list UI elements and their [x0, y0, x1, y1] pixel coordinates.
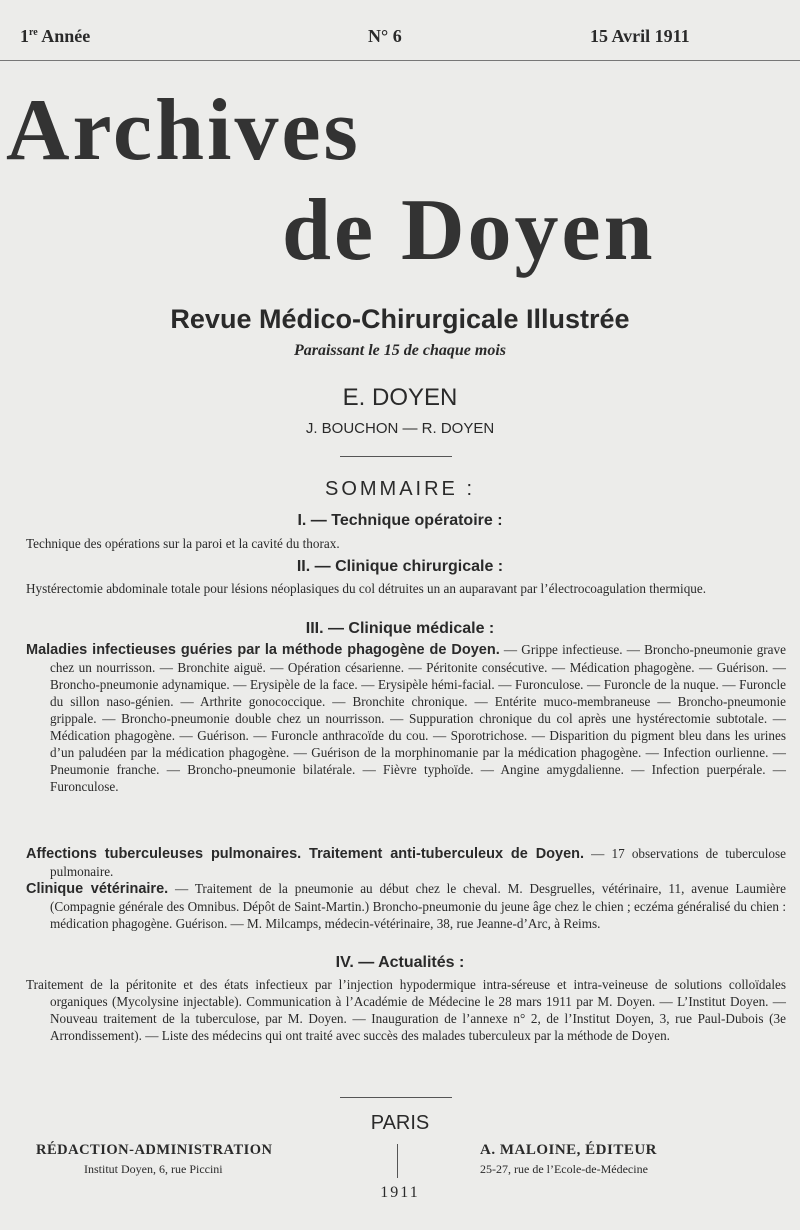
- item-text: — Traitement de la pneumonie au début chez le cheval. M. Desgruelles, vétérinaire, 11, avenue Laumière (Compagnie générale des Omnibus. Dépôt de Saint-Martin.) Broncho-pneumonie du jeune âge chez le chien ; eczéma généralisé du chien : médication phagogène. Guérison. — M. Milcamps, médecin-vétérinaire, 38, rue Jeanne-d’Arc, à Reims.: [50, 881, 787, 931]
- subtitle: Revue Médico-Chirurgicale Illustrée: [170, 304, 630, 334]
- item-lead: Clinique vétérinaire.: [26, 881, 169, 897]
- item-text: — 17 observations de tuberculose pulmonaire.: [50, 846, 786, 879]
- publication-year: 1911: [380, 1184, 420, 1201]
- section-text-1: Technique des opérations sur la paroi et la cavité du thorax.: [26, 536, 340, 551]
- tuberculose-item: [26, 845, 786, 880]
- title-line-2: de Doyen: [282, 182, 656, 279]
- redaction-title: RÉDACTION-ADMINISTRATION: [36, 1142, 273, 1158]
- section-heading-2: II. — Clinique chirurgicale :: [296, 558, 504, 575]
- sommaire-heading: SOMMAIRE :: [324, 478, 475, 500]
- year-label: 1re Année: [20, 26, 91, 46]
- header-rule: [0, 60, 800, 61]
- city: PARIS: [370, 1112, 430, 1134]
- section-text-4: Traitement de la péritonite et des états infectieux par l’injection hypodermique intra-séreuse et intra-veineuse de solutions colloïdales organiques (Mycolysine injectable). Communication à l’Académie de Médecine le 28 mars 1911 par M. Doyen. — L’Institut Doyen. — Nouveau traitement de la tuberculose, par M. Doyen. — Inauguration de l’annexe n° 2, de l’Institut Doyen, 3, rue Paul-Dubois (3e Arrondissement). — Liste des médecins qui ont traité avec succès des malades tuberculeux par la méthode de Doyen.: [26, 977, 786, 1043]
- tagline: Paraissant le 15 de chaque mois: [293, 342, 506, 359]
- redaction-address: Institut Doyen, 6, rue Piccini: [84, 1162, 223, 1176]
- veterinaire-item: [26, 880, 786, 932]
- item-lead: Affections tuberculeuses pulmonaires. Traitement anti-tuberculeux de Doyen.: [26, 846, 585, 862]
- publisher-title: A. MALOINE, ÉDITEUR: [480, 1142, 658, 1158]
- item-lead: Maladies infectieuses guéries par la méthode phagogène de Doyen.: [26, 642, 500, 658]
- issue-number: N° 6: [368, 26, 402, 46]
- clinique-medicale-item: [26, 641, 786, 795]
- footer-rule: [340, 1097, 452, 1098]
- section-text-2: Hystérectomie abdominale totale pour lésions néoplasiques du col détruites un an auparavant par l’électrocoagulation thermique.: [26, 581, 707, 596]
- item-text: — Grippe infectieuse. — Broncho-pneumonie grave chez un nourrisson. — Bronchite aiguë. — Opération césarienne. — Péritonite consécutive. — Médication phagogène. — Guérison. — Broncho-pneumonie adynamique. — Erysipèle de la face. — Erysipèle hémi-facial. — Furonculose. — Furoncle de la nuque. — Furoncle du sillon naso-génien. — Arthrite gonococcique. — Bronchite chronique. — Entérite muco-membraneuse — Broncho-pneumonie grippale. — Broncho-pneumonie double chez un nourrisson. — Suppuration chronique du col après une hystérectomie subtotale. — Médication phagogène. — Guérison. — Furoncle anthracoïde du cou. — Sporotrichose. — Disparition du pigment bleu dans les urines d’un paludéen par la médication phagogène. — Guérison de la morphinomanie par la médication phagogène. — Infection ourlienne. — Pneumonie franche. — Broncho-pneumonie bilatérale. — Fièvre typhoïde. — Angine amygdalienne. — Infection puerpérale. — Furonculose.: [50, 642, 786, 794]
- co-editors: J. BOUCHON — R. DOYEN: [305, 420, 495, 437]
- title-line-1: Archives: [6, 82, 361, 179]
- publisher-address: 25-27, rue de l’Ecole-de-Médecine: [480, 1162, 648, 1176]
- section-heading-4: IV. — Actualités :: [335, 954, 465, 971]
- section-heading-1: I. — Technique opératoire :: [297, 512, 503, 529]
- issue-date: 15 Avril 1911: [590, 26, 690, 46]
- masthead-rule: [340, 456, 452, 457]
- editor-name: E. DOYEN: [342, 384, 458, 411]
- section-heading-3: III. — Clinique médicale :: [305, 620, 495, 637]
- footer-divider: [397, 1144, 398, 1178]
